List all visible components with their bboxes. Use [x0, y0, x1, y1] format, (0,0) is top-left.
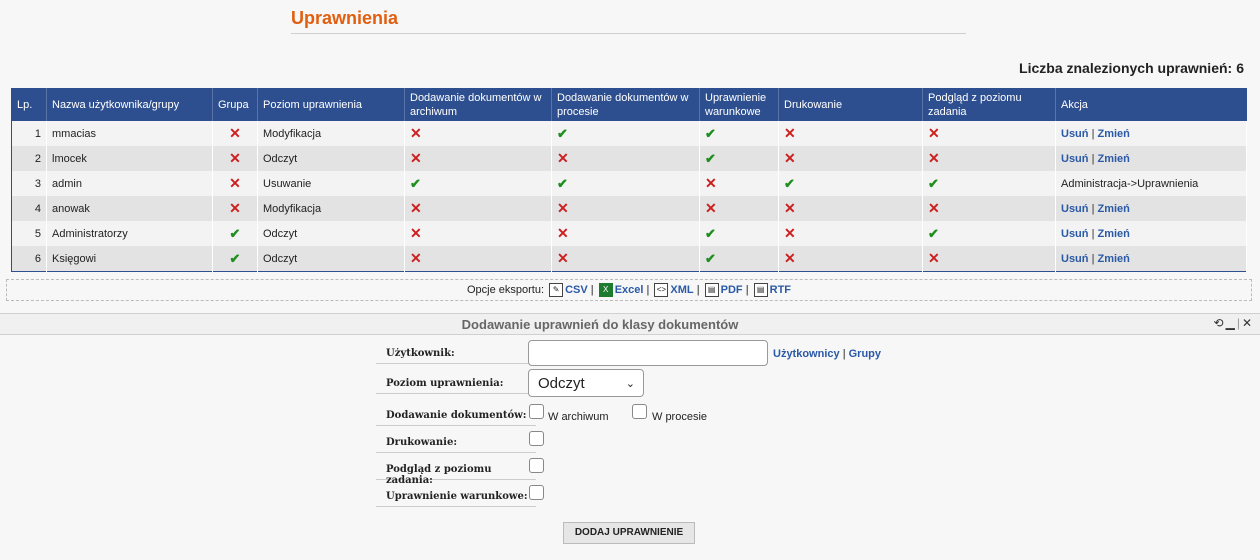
- table-row: [12, 221, 1247, 246]
- page-title: Uprawnienia: [291, 8, 399, 28]
- cell-level: [258, 196, 405, 221]
- cross-icon: ✕: [705, 175, 717, 191]
- level-value: Odczyt: [263, 227, 298, 240]
- cell-archive: [405, 146, 552, 171]
- edit-link[interactable]: Zmień: [1097, 252, 1130, 265]
- lp-value: 5: [34, 227, 41, 240]
- check-icon: ✔: [705, 225, 716, 241]
- level-value: Usuwanie: [263, 177, 312, 190]
- cross-icon: ✕: [229, 125, 241, 141]
- check-icon: ✔: [705, 150, 716, 166]
- col-name[interactable]: Nazwa użytkownika/grupy: [47, 89, 213, 122]
- cell-process: [552, 246, 700, 272]
- print-label: Drukowanie:: [376, 437, 536, 453]
- export-sep: |: [696, 284, 700, 296]
- delete-link[interactable]: Usuń: [1061, 227, 1089, 240]
- cross-icon: ✕: [229, 175, 241, 191]
- export-sep: |: [745, 284, 749, 296]
- edit-link[interactable]: Zmień: [1097, 152, 1130, 165]
- cell-preview: [923, 196, 1056, 221]
- col-lp[interactable]: Lp.: [12, 89, 47, 122]
- cell-level: [258, 146, 405, 171]
- export-sep: |: [646, 284, 650, 296]
- cell-print: [779, 246, 923, 272]
- user-label: Użytkownik:: [376, 348, 536, 364]
- users-link[interactable]: Użytkownicy: [773, 348, 840, 360]
- level-value: Modyfikacja: [263, 202, 322, 215]
- cell-name: [47, 146, 213, 171]
- cell-lp: [12, 171, 47, 196]
- results-count-label: Liczba znalezionych uprawnień:: [1019, 60, 1233, 76]
- export-pdf-link[interactable]: PDF: [720, 284, 743, 296]
- cell-group: [213, 221, 258, 246]
- cell-process: [552, 146, 700, 171]
- cell-conditional: [700, 121, 779, 146]
- results-count-value: 6: [1236, 60, 1244, 76]
- cross-icon: ✕: [784, 150, 796, 166]
- check-icon: ✔: [928, 175, 939, 191]
- cell-level: [258, 221, 405, 246]
- cross-icon: ✕: [928, 250, 940, 266]
- cell-lp: [12, 146, 47, 171]
- cell-group: [213, 196, 258, 221]
- table-row: [12, 246, 1247, 272]
- cell-group: [213, 171, 258, 196]
- cell-conditional: [700, 246, 779, 272]
- delete-link[interactable]: Usuń: [1061, 202, 1089, 215]
- cross-icon: ✕: [784, 225, 796, 241]
- cross-icon: ✕: [928, 150, 940, 166]
- check-icon: ✔: [410, 175, 421, 191]
- cell-archive: [405, 196, 552, 221]
- conditional-label: Uprawnienie warunkowe:: [376, 491, 536, 507]
- cell-archive: [405, 121, 552, 146]
- table-row: [12, 146, 1247, 171]
- col-process[interactable]: Dodawanie dokumentów w procesie: [552, 89, 700, 122]
- cell-lp: [12, 121, 47, 146]
- refresh-icon[interactable]: ⟲: [1213, 316, 1224, 330]
- delete-link[interactable]: Usuń: [1061, 152, 1089, 165]
- check-icon: ✔: [557, 175, 568, 191]
- cell-action: [1056, 196, 1247, 221]
- cell-conditional: [700, 146, 779, 171]
- export-rtf-link[interactable]: RTF: [769, 284, 792, 296]
- table-row: [12, 196, 1247, 221]
- cross-icon: ✕: [784, 125, 796, 141]
- title-divider: [291, 33, 966, 34]
- user-name: lmocek: [52, 152, 87, 165]
- minimize-icon[interactable]: ▁: [1225, 316, 1235, 330]
- user-name: anowak: [52, 202, 90, 215]
- level-value: Modyfikacja: [263, 127, 322, 140]
- cell-archive: [405, 221, 552, 246]
- action-sep: |: [1091, 252, 1095, 265]
- cell-lp: [12, 196, 47, 221]
- check-icon: ✔: [705, 250, 716, 266]
- lp-value: 6: [34, 252, 41, 265]
- cell-name: [47, 196, 213, 221]
- export-options: [6, 279, 1252, 301]
- permissions-table: [11, 88, 1247, 272]
- cell-preview: [923, 221, 1056, 246]
- action-sep: |: [1091, 152, 1095, 165]
- action-sep: |: [1091, 227, 1095, 240]
- col-action: Akcja: [1056, 89, 1247, 122]
- col-level[interactable]: Poziom uprawnienia: [258, 89, 405, 122]
- cross-icon: ✕: [928, 200, 940, 216]
- cell-print: [779, 146, 923, 171]
- cell-level: [258, 171, 405, 196]
- level-value: Odczyt: [263, 252, 298, 265]
- cross-icon: ✕: [784, 200, 796, 216]
- cell-action: [1056, 121, 1247, 146]
- cell-conditional: [700, 196, 779, 221]
- action-text: Administracja->Uprawnienia: [1061, 177, 1199, 190]
- links-sep: |: [842, 348, 846, 360]
- check-icon: ✔: [557, 125, 568, 141]
- cell-group: [213, 121, 258, 146]
- cell-print: [779, 121, 923, 146]
- csv-icon[interactable]: ✎: [549, 283, 563, 297]
- print-checkbox[interactable]: [529, 431, 544, 446]
- lp-value: 3: [34, 177, 41, 190]
- cross-icon: ✕: [410, 200, 422, 216]
- delete-link[interactable]: Usuń: [1061, 252, 1089, 265]
- results-count: [1019, 60, 1244, 76]
- table-row: [12, 171, 1247, 196]
- cell-preview: [923, 171, 1056, 196]
- user-input[interactable]: [528, 340, 768, 366]
- cell-archive: [405, 171, 552, 196]
- cell-name: [47, 121, 213, 146]
- cross-icon: ✕: [410, 125, 422, 141]
- check-icon: ✔: [229, 225, 241, 241]
- cell-process: [552, 221, 700, 246]
- cross-icon: ✕: [557, 150, 569, 166]
- cross-icon: ✕: [705, 200, 717, 216]
- excel-icon[interactable]: X: [599, 283, 613, 297]
- cell-level: [258, 246, 405, 272]
- lp-value: 1: [34, 127, 41, 140]
- export-sep: |: [590, 284, 594, 296]
- cell-preview: [923, 121, 1056, 146]
- cross-icon: ✕: [410, 150, 422, 166]
- cross-icon: ✕: [410, 225, 422, 241]
- level-value: Odczyt: [263, 152, 298, 165]
- cell-level: [258, 121, 405, 146]
- export-csv-link[interactable]: CSV: [565, 284, 588, 296]
- groups-link[interactable]: Grupy: [848, 348, 882, 360]
- cross-icon: ✕: [557, 225, 569, 241]
- preview-label: Podgląd z poziomu zadania:: [376, 464, 536, 480]
- cell-lp: [12, 221, 47, 246]
- export-excel-link[interactable]: Excel: [614, 284, 644, 296]
- user-name: admin: [52, 177, 82, 190]
- col-print[interactable]: Drukowanie: [779, 89, 923, 122]
- cell-print: [779, 196, 923, 221]
- cell-name: [47, 171, 213, 196]
- cell-preview: [923, 246, 1056, 272]
- cell-name: [47, 246, 213, 272]
- cross-icon: ✕: [410, 250, 422, 266]
- pdf-icon[interactable]: ▤: [705, 283, 719, 297]
- cell-archive: [405, 246, 552, 272]
- cell-name: [47, 221, 213, 246]
- level-select[interactable]: [528, 369, 644, 397]
- cell-conditional: [700, 221, 779, 246]
- check-icon: ✔: [784, 175, 795, 191]
- cell-group: [213, 146, 258, 171]
- adding-docs-label: Dodawanie dokumentów:: [376, 410, 536, 426]
- archive-checkbox-label: W archiwum: [548, 411, 609, 423]
- cell-process: [552, 196, 700, 221]
- lp-value: 4: [34, 202, 41, 215]
- cell-group: [213, 246, 258, 272]
- user-links: [773, 348, 881, 360]
- lp-value: 2: [34, 152, 41, 165]
- cell-print: [779, 171, 923, 196]
- conditional-checkbox[interactable]: [529, 485, 544, 500]
- table-header-row: [12, 89, 1247, 122]
- rtf-icon[interactable]: ▤: [754, 283, 768, 297]
- check-icon: ✔: [705, 125, 716, 141]
- export-label: Opcje eksportu:: [466, 284, 545, 296]
- action-sep: |: [1091, 202, 1095, 215]
- cell-action: [1056, 221, 1247, 246]
- check-icon: ✔: [229, 250, 241, 266]
- add-permission-panel-header: [0, 313, 1260, 335]
- cell-action: [1056, 171, 1247, 196]
- col-preview[interactable]: Podgląd z poziomu zadania: [923, 89, 1056, 122]
- close-icon[interactable]: ✕: [1241, 316, 1252, 330]
- col-conditional[interactable]: Uprawnienie warunkowe: [700, 89, 779, 122]
- cross-icon: ✕: [229, 200, 241, 216]
- cross-icon: ✕: [928, 125, 940, 141]
- export-xml-link[interactable]: XML: [670, 284, 694, 296]
- edit-link[interactable]: Zmień: [1097, 227, 1130, 240]
- cross-icon: ✕: [229, 150, 241, 166]
- cell-process: [552, 121, 700, 146]
- delete-link[interactable]: Usuń: [1061, 127, 1089, 140]
- edit-link[interactable]: Zmień: [1097, 202, 1130, 215]
- add-permission-button[interactable]: DODAJ UPRAWNIENIE: [563, 522, 695, 544]
- cross-icon: ✕: [557, 250, 569, 266]
- process-checkbox-label: W procesie: [652, 411, 708, 423]
- cell-print: [779, 221, 923, 246]
- panel-title: Dodawanie uprawnień do klasy dokumentów: [461, 317, 739, 332]
- cross-icon: ✕: [557, 200, 569, 216]
- cross-icon: ✕: [784, 250, 796, 266]
- cell-lp: [12, 246, 47, 272]
- user-name: Księgowi: [52, 252, 97, 265]
- panel-controls: ⟲ ▁ | ✕: [1213, 316, 1252, 330]
- edit-link[interactable]: Zmień: [1097, 127, 1130, 140]
- col-archive[interactable]: Dodawanie dokumentów w archiwum: [405, 89, 552, 122]
- check-icon: ✔: [928, 225, 939, 241]
- process-checkbox[interactable]: [632, 404, 647, 419]
- cell-process: [552, 171, 700, 196]
- cell-preview: [923, 146, 1056, 171]
- cell-conditional: [700, 171, 779, 196]
- user-name: Administratorzy: [52, 227, 128, 240]
- chevron-down-icon: ⌄: [625, 378, 635, 390]
- action-sep: |: [1091, 127, 1095, 140]
- col-group[interactable]: Grupa: [213, 89, 258, 122]
- level-select-value: Odczyt: [538, 375, 585, 392]
- user-name: mmacias: [52, 127, 97, 140]
- level-label: Poziom uprawnienia:: [376, 378, 536, 394]
- cell-action: [1056, 146, 1247, 171]
- cell-action: [1056, 246, 1247, 272]
- xml-icon[interactable]: <>: [654, 283, 668, 297]
- table-row: [12, 121, 1247, 146]
- archive-checkbox[interactable]: [529, 404, 544, 419]
- preview-checkbox[interactable]: [529, 458, 544, 473]
